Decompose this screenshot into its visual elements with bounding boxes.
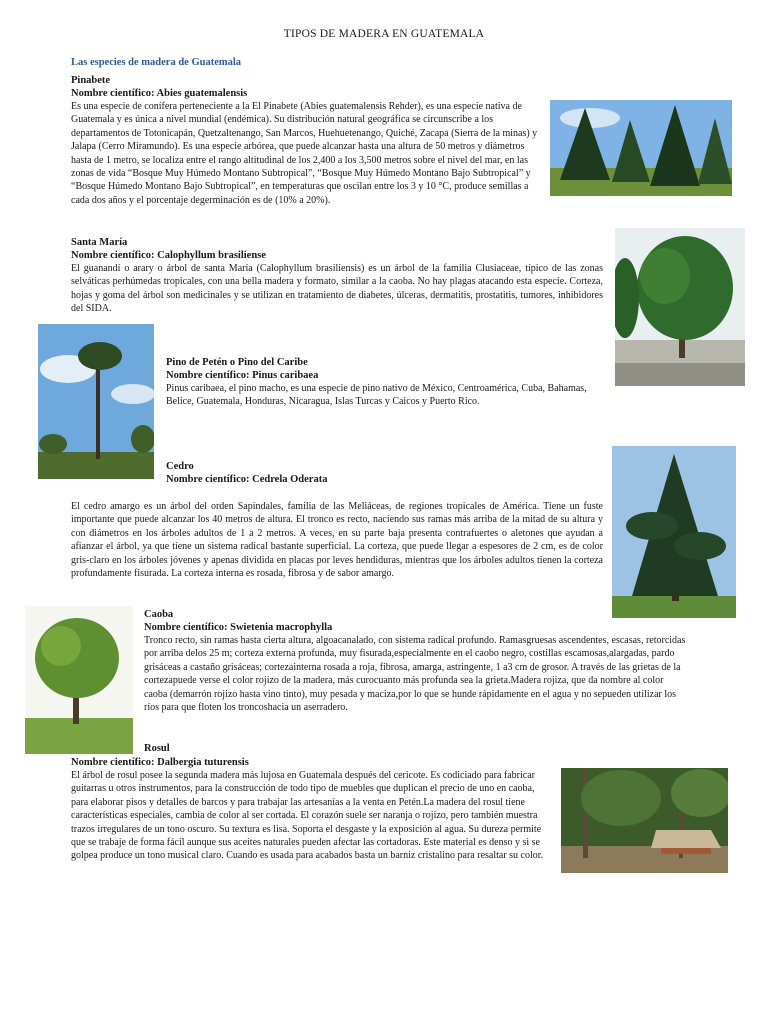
caoba-photo — [25, 606, 133, 754]
rosul-photo — [561, 768, 728, 873]
species-heading-cedro — [166, 460, 606, 486]
species-name: Caoba — [144, 609, 174, 620]
species-description: Pinus caribaea, el pino macho, es una especie de pino nativo de México, Centroamérica, Cuba, Bahamas, Belice, Guatemala, Honduras, Nicaragua, Islas Turcas y Caicos y Puerto Rico. — [166, 383, 587, 408]
species-section-pinabete — [71, 74, 541, 207]
species-scientific-name: Nombre científico: Calophyllum brasiliense — [71, 250, 266, 261]
species-scientific-name: Nombre científico: Cedrela Oderata — [166, 474, 328, 485]
cedro-photo — [612, 446, 736, 618]
species-scientific-name: Nombre científico: Abies guatemalensis — [71, 88, 248, 99]
species-name: Rosul — [144, 743, 170, 754]
species-description: Tronco recto, sin ramas hasta cierta altura, algoacanalado, con sistema radical profundo. Ramasgruesas ascendentes, escasas, retorcidas por arriba delos 25 m; corteza externa profunda, muy fisurada,especialmente en el caobo negro, costillas escamosas,alargadas, pardo grisáceas a castaño grisáceas; cortezainterna rosada a roja, fibrosa, amarga, astringente, 1 a3 cm de grosor. A través de las grietas de la cortezapuede verse el color rojizo de la madera, más curocuanto más profunda sea la grieta.Madera rojiza, que da nombre al color caoba (demarrón rojizo hasta vino tinto), muy pesada y maciza,por lo que se hunde rápidamente en el agua y no sepueden utilizar los ríos para que floten los troncoshacia un aserradero. — [144, 635, 686, 714]
species-section-caoba — [144, 608, 686, 714]
document-title: TIPOS DE MADERA EN GUATEMALA — [283, 28, 485, 40]
species-section-santa-maria — [71, 236, 603, 316]
species-scientific-name: Nombre científico: Swietenia macrophylla — [144, 622, 333, 633]
species-section-rosul — [71, 756, 551, 863]
species-description: El árbol de rosul posee la segunda madera más lujosa en Guatemala después del cericote. Es codiciado para fabricar guitarras u otros instrumentos, para la construcción de todo tipo de muebles que duplican el precio de uno en caoba, para elaborar pisos y detalles de barcos y para trabajar las artesanías a la venta en Petén.La madera del rosul tiene características especiales, cambia de color al ser cortada. El corazón suele ser naranja o rojizo, pero también muestra trazos irregulares de un tono oscuro. Su textura es lisa. Soporta el desgaste y la exposición al agua. Su dureza permite que se trabaje de forma fácil aunque sus aceites naturales pueden afectar las cortadoras. Este material es denso y si se golpea produce un tono musical claro. Cuando es usada para acabados basta un barniz cristalino para resaltar su color. — [71, 770, 544, 862]
pinabete-photo — [550, 100, 732, 196]
species-heading-rosul — [144, 742, 544, 755]
species-description: Es una especie de conífera perteneciente a la El Pinabete (Abies guatemalensis Rehder), es una especie nativa de Guatemala y es única a nivel mundial (endémica). Su distribución natural geográfica se circunscribe a los departamentos de Totonicapán, Quetzaltenango, San Marcos, Huehuetenango, Quiché, Zacapa (Sierra de la minas) y Jalapa (Cerro Miramundo). Es una especie arbórea, que puede alcanzar hasta una altura de 50 metros y diámetros hasta de 1 metro, se localiza entre el rango altitudinal de los 2,400 a los 3,500 metros sobre el nivel del mar, en las zonas de vida “Bosque Muy Húmedo Montano Subtropical”, “Bosque Muy Húmedo Montano Bajo Subtropical” y “Bosque Húmedo Montano Bajo Subtropical”, en temperaturas que oscilan entre los 3 y 10 °C, produce semillas a cada dos años y el porcentaje degerminación es de (10% a 20%). — [71, 101, 538, 206]
species-name: Cedro — [166, 461, 194, 472]
species-section-pino-caribe — [166, 356, 606, 409]
species-description: El guanandí o arary o árbol de santa María (Calophyllum brasiliensis) es un árbol de la familia Clusiaceae, típico de las zonas selváticas perhúmedas tropicales, con una bella madera y formato, similar a la caoba. No hay plagas atacando esta especie. Corteza, hojas y goma del árbol son medicinales y se utilizan en tratamiento de diabetes, úlceras, dermatitis, prostatitis, tumores, inhibidores del SIDA. — [71, 263, 603, 315]
document-subtitle: Las especies de madera de Guatemala — [71, 57, 242, 68]
santa-maria-photo — [615, 228, 745, 386]
species-name: Pino de Petén o Pino del Caribe — [166, 357, 308, 368]
species-description-cedro: El cedro amargo es un árbol del orden Sapindales, familia de las Meliáceas, de regiones tropicales de América. Tiene un fuste importante que puede alcanzar los 40 metros de altura. El tronco es recto, naciendo sus ramas más arriba de la mitad de su altura y con diámetros en los árboles adultos de 1 a 2 metros. A veces, en su parte baja presenta contrafuertes o aletones que ayudan a afianzar el árbol, ya que tiene un sistema radical bastante superficial. La corteza, que puede llegar a espesores de 2 cm, es de color gris-claro en los árboles jóvenes y apenas dividida en placas por leves hendiduras, mientras que los árboles adultos tienen la corteza profundamente fisurada. La corteza interna es rosada, fibrosa y de sabor amargo. — [71, 501, 603, 580]
species-scientific-name: Nombre científico: Pinus caribaea — [166, 370, 319, 381]
species-name: Santa María — [71, 237, 128, 248]
species-scientific-name: Nombre científico: Dalbergia tuturensis — [71, 757, 249, 768]
pino-caribe-photo — [38, 324, 154, 479]
species-name: Pinabete — [71, 75, 111, 86]
